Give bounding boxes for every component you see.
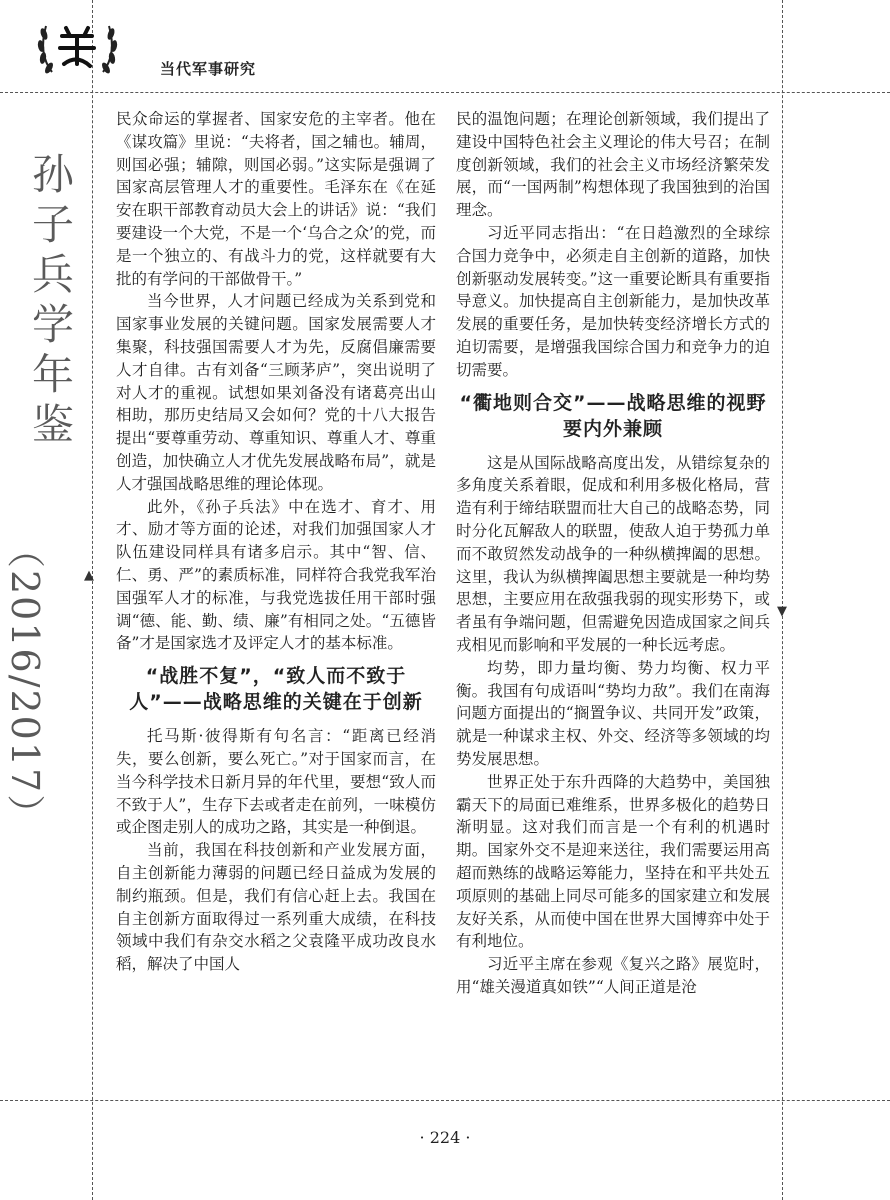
paragraph: 民众命运的掌握者、国家安危的主宰者。他在《谋攻篇》里说：“夫将者，国之辅也。辅周，则国必强；辅隙，则国必弱。”这实际是强调了国家高层管理人才的重要性。毛泽东在《在延安在职干部教育动员大会上的讲话》说：“我们要建设一个大党，不是一个‘乌合之众’的党，而是一个独立的、有战斗力的党，这样就要有大批的有学问的干部做骨干。” [116,110,436,288]
left-column [116,108,436,976]
paragraph: 习近平主席在参观《复兴之路》展览时，用“雄关漫道真如铁”“人间正道是沧 [456,955,770,996]
right-arrow-down-icon: ▼ [777,604,787,619]
yearbook-title: 孙子兵学年鉴 [31,150,74,449]
left-arrow-up-icon: ▲ [84,568,94,583]
left-trim-line [92,0,93,1200]
bottom-trim-line [0,1100,890,1101]
paragraph: 此外，《孙子兵法》中在选才、育才、用才、励才等方面的论述，对我们加强国家人才队伍建设同样具有诸多启示。其中“智、信、仁、勇、严”的素质标准，同样符合我党我军治国强军人才的标准，与我党选拔任用干部时强调“德、能、勤、绩、廉”有相同之处。“五德皆备”才是国家选才及评定人才的基本标准。 [116,497,436,653]
yearbook-year: （2016/2017） [3,530,47,835]
paragraph: 民的温饱问题；在理论创新领域，我们提出了建设中国特色社会主义理论的伟大号召；在制度创新领域，我们的社会主义市场经济繁荣发展，而“一国两制”构想体现了我国独到的治国理念。 [456,110,770,220]
paragraph: 当今世界，人才问题已经成为关系到党和国家事业发展的关键问题。国家发展需要人才集聚，科技强国需要人才为先，反腐倡廉需要人才自律。古有刘备“三顾茅庐”，突出说明了对人才的重视。试想如果刘备没有诸葛亮出山相助，那历史结局又会如何？党的十八大报告提出“要尊重劳动、尊重知识、尊重人才、尊重创造，加快确立人才优先发展战略布局”，就是人才强国战略思维的理论体现。 [116,292,436,493]
journal-title: 当代军事研究 [160,60,257,78]
right-column [456,108,770,999]
page-number: · 224 · [419,1128,471,1147]
paragraph: 这是从国际战略高度出发，从错综复杂的多角度关系着眼，促成和利用多极化格局，营造有利于缔结联盟而壮大自己的战略态势，同时分化瓦解敌人的联盟，使敌人迫于势孤力单而不敢贸然发动战争的一种纵横捭阖的思想。这里，我认为纵横捭阖思想主要就是一种均势思想，主要应用在敌强我弱的现实形势下，或者虽有争端问题，但需避免因造成国家之间兵戎相见而影响和平发展的一种长远考虑。 [456,453,770,654]
journal-logo-icon [30,14,125,82]
right-trim-line [782,0,783,1200]
section-heading: “战胜不复”，“致人而不致于人”——战略思维的关键在于创新 [129,665,423,714]
paragraph: 托马斯·彼得斯有句名言：“距离已经消失，要么创新，要么死亡。”对于国家而言，在当今科学技术日新月异的年代里，要想“致人而不致于人”，生存下去或者走在前列，一味模仿或企图走别人的成功之路，其实是一种倒退。 [116,727,436,837]
paragraph: 均势，即力量均衡、势力均衡、权力平衡。我国有句成语叫“势均力敌”。我们在南海问题方面提出的“搁置争议、共同开发”政策，就是一种谋求主权、外交、经济等多领域的均势发展思想。 [456,658,770,768]
top-trim-line [0,92,890,93]
paragraph: 当前，我国在科技创新和产业发展方面，自主创新能力薄弱的问题已经日益成为发展的制约瓶颈。但是，我们有信心赶上去。我国在自主创新方面取得过一系列重大成绩，在科技领域中我们有杂交水稻之父袁隆平成功改良水稻，解决了中国人 [116,841,436,974]
paragraph: 习近平同志指出：“在日趋激烈的全球综合国力竞争中，必须走自主创新的道路，加快创新驱动发展转变。”这一重要论断具有重要指导意义。加快提高自主创新能力，是加快改革发展的重要任务，是加快转变经济增长方式的迫切需要，是增强我国综合国力和竞争力的迫切需要。 [456,223,770,379]
section-heading: “衢地则合交”——战略思维的视野要内外兼顾 [459,391,767,440]
paragraph: 世界正处于东升西降的大趋势中，美国独霸天下的局面已难维系，世界多极化的趋势日渐明显。这对我们而言是一个有利的机遇时期。国家外交不是迎来送往，我们需要运用高超而熟练的战略运筹能力，坚持在和平共处五项原则的基础上同尽可能多的国家建立和发展友好关系，从而使中国在世界大国博弈中处于有利地位。 [456,772,770,951]
